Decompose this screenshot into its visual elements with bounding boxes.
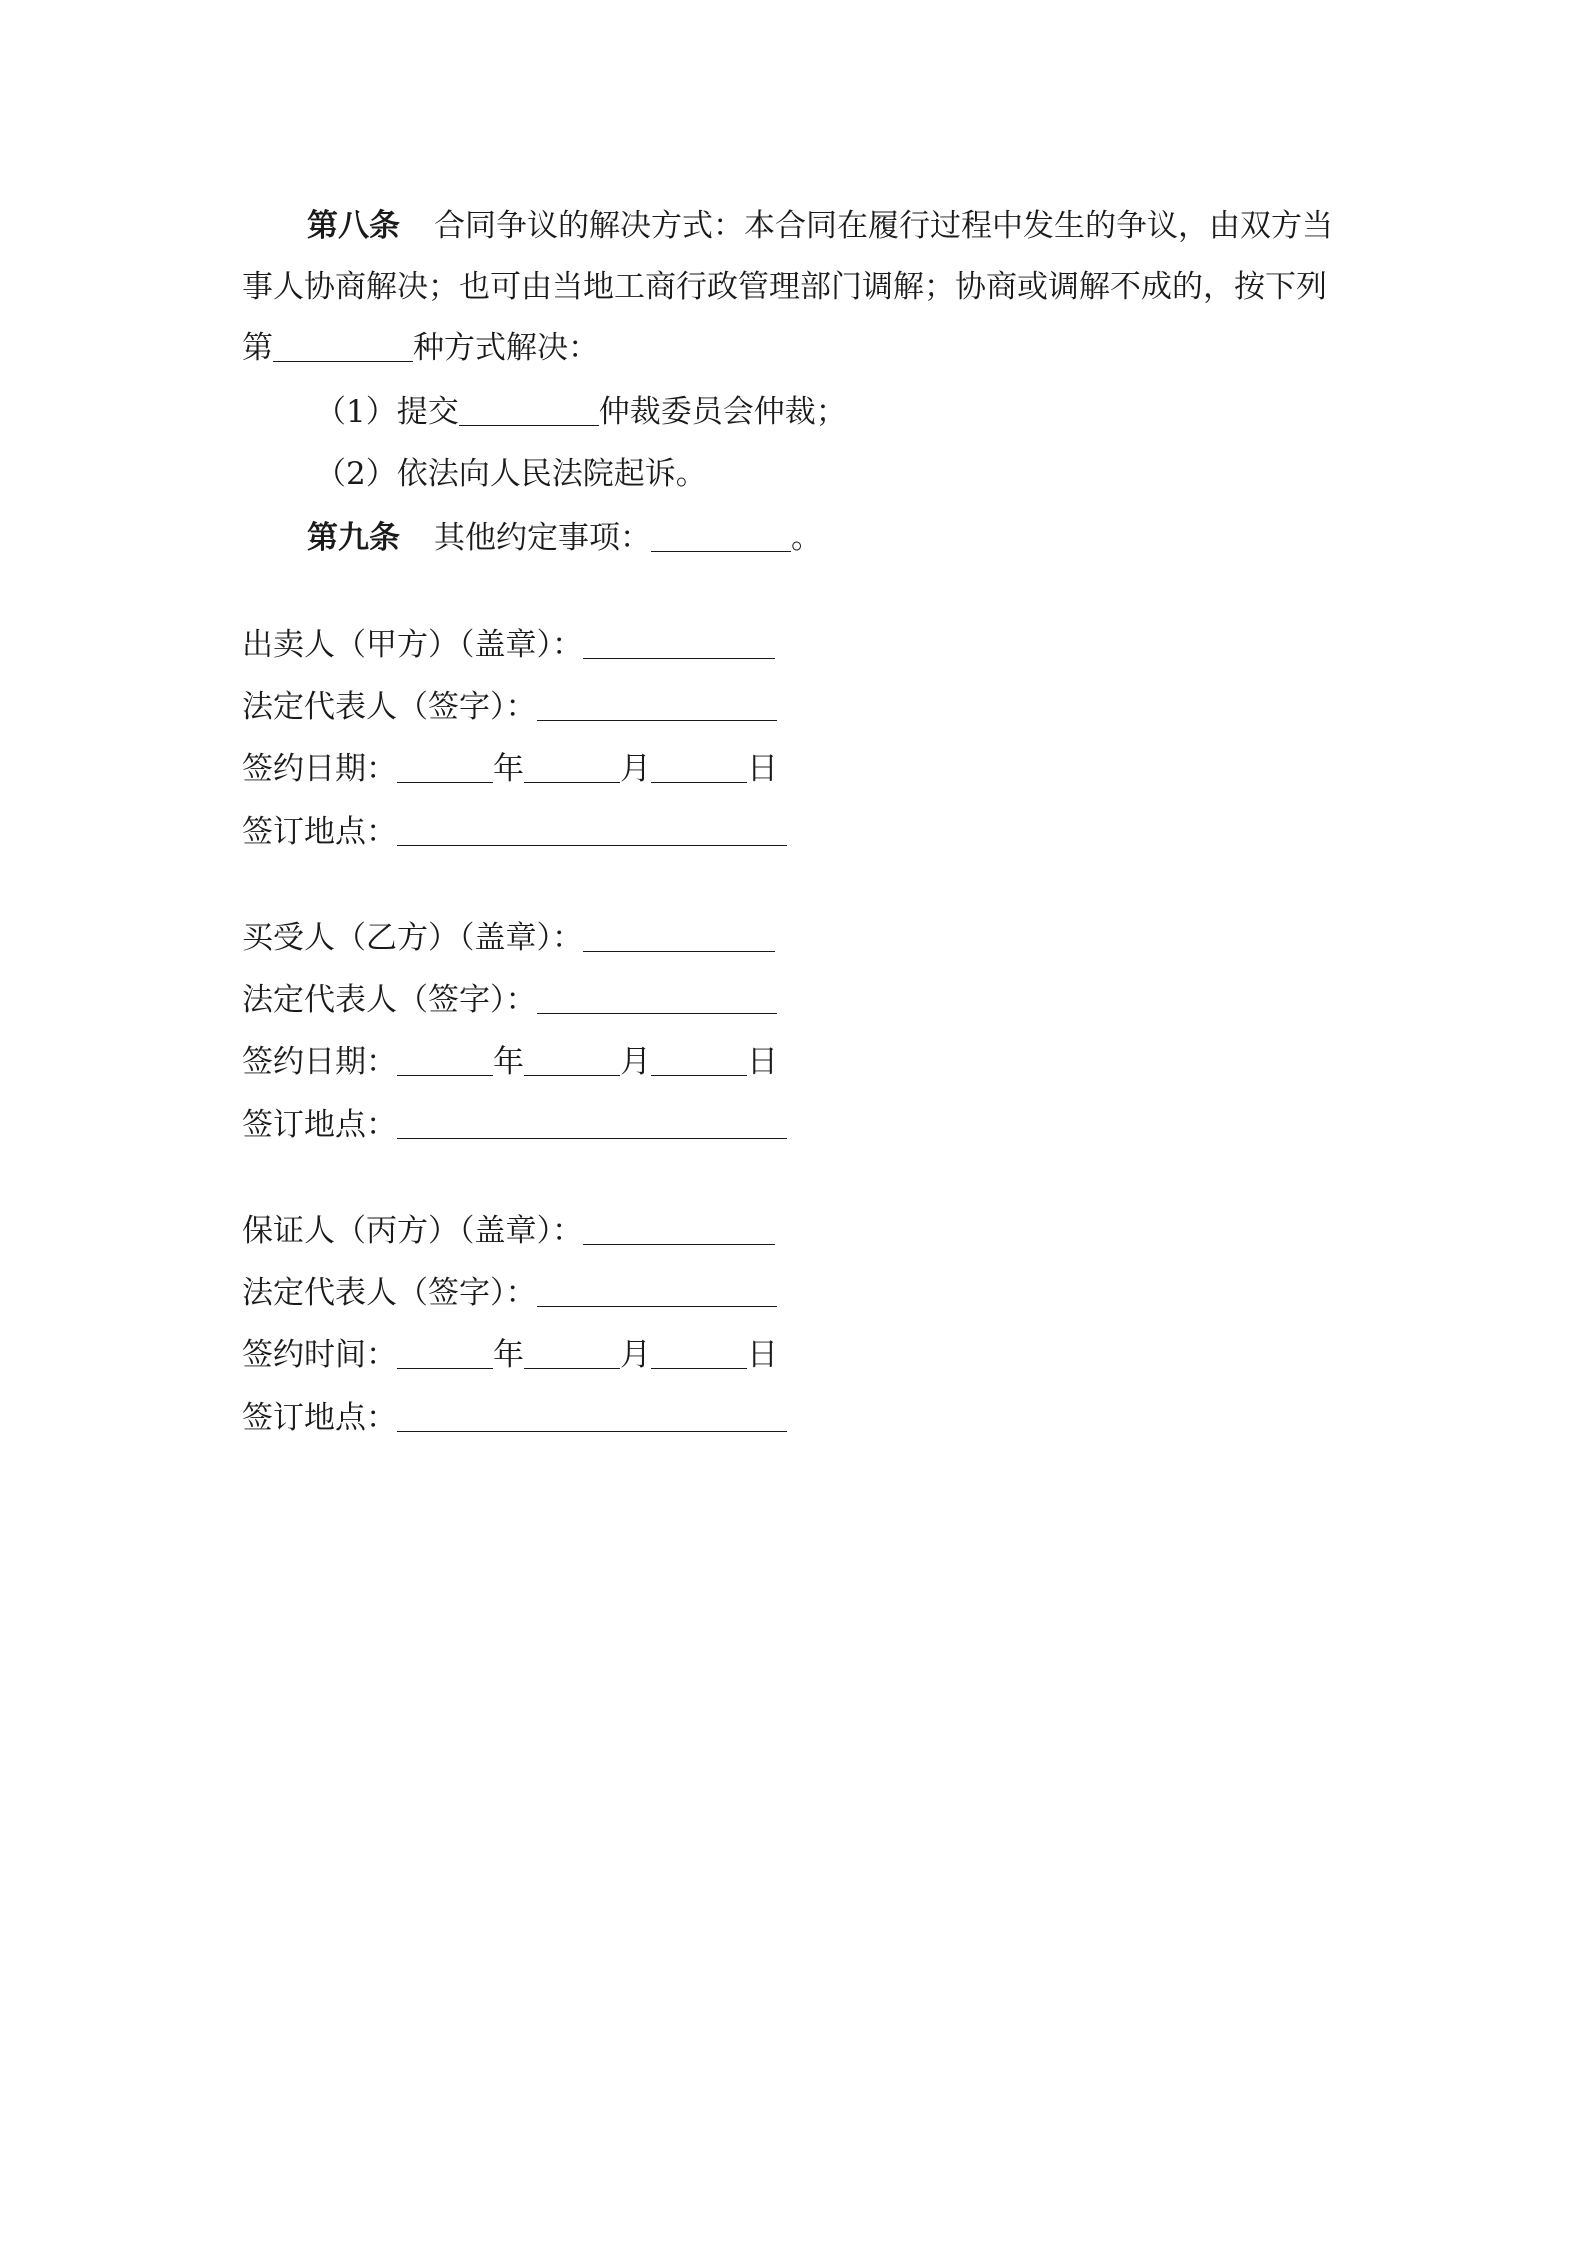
seller-seal-blank[interactable] [583, 628, 775, 659]
buyer-party-line [242, 916, 775, 960]
seller-party-label: 出卖人（甲方）（盖章）： [242, 627, 583, 663]
day-unit: 日 [747, 751, 778, 787]
month-unit: 月 [620, 1337, 651, 1373]
seller-year-blank[interactable] [397, 752, 493, 783]
seller-date-line [242, 747, 778, 791]
year-unit: 年 [493, 1044, 524, 1080]
guarantor-date-line [242, 1333, 778, 1377]
article8-text-1: 合同争议的解决方式：本合同在履行过程中发生的争议，由双方当 [434, 208, 1333, 244]
year-unit: 年 [493, 1337, 524, 1373]
buyer-rep-label: 法定代表人（签字）： [242, 982, 537, 1018]
article9-suffix: 。 [791, 520, 822, 556]
guarantor-date-label: 签约时间： [242, 1337, 397, 1373]
buyer-month-blank[interactable] [524, 1045, 620, 1076]
article9-heading: 第九条 [307, 520, 400, 556]
buyer-seal-blank[interactable] [583, 921, 775, 952]
buyer-date-line [242, 1040, 778, 1084]
option1-prefix: （1）提交 [315, 394, 459, 430]
arbitration-committee-blank[interactable] [459, 395, 599, 426]
buyer-day-blank[interactable] [651, 1045, 747, 1076]
guarantor-year-blank[interactable] [397, 1338, 493, 1369]
seller-place-blank[interactable] [397, 815, 787, 846]
guarantor-day-blank[interactable] [651, 1338, 747, 1369]
seller-rep-blank[interactable] [537, 690, 777, 721]
article8-line3-prefix: 第 [242, 330, 273, 366]
seller-day-blank[interactable] [651, 752, 747, 783]
article8-option2: （2）依法向人民法院起诉。 [315, 456, 707, 492]
buyer-party-label: 买受人（乙方）（盖章）： [242, 920, 583, 956]
option1-suffix: 仲裁委员会仲裁； [598, 394, 847, 430]
buyer-place-line [242, 1103, 787, 1147]
seller-place-label: 签订地点： [242, 814, 397, 850]
buyer-year-blank[interactable] [397, 1045, 493, 1076]
buyer-rep-blank[interactable] [537, 983, 777, 1014]
seller-date-label: 签约日期： [242, 751, 397, 787]
article9-line [307, 516, 822, 560]
guarantor-place-label: 签订地点： [242, 1400, 397, 1436]
guarantor-rep-label: 法定代表人（签字）： [242, 1275, 537, 1311]
article8-option1 [315, 390, 847, 434]
guarantor-party-label: 保证人（丙方）（盖章）： [242, 1213, 583, 1249]
month-unit: 月 [620, 1044, 651, 1080]
other-matters-blank[interactable] [651, 521, 791, 552]
guarantor-party-line [242, 1209, 775, 1253]
guarantor-place-line [242, 1396, 787, 1440]
article8-line1 [307, 204, 1333, 248]
buyer-place-label: 签订地点： [242, 1107, 397, 1143]
method-number-blank[interactable] [273, 331, 413, 362]
article8-heading: 第八条 [307, 208, 400, 244]
buyer-date-label: 签约日期： [242, 1044, 397, 1080]
article8-line3-suffix: 种方式解决： [413, 330, 599, 366]
day-unit: 日 [747, 1044, 778, 1080]
year-unit: 年 [493, 751, 524, 787]
guarantor-rep-blank[interactable] [537, 1276, 777, 1307]
seller-rep-line [242, 685, 777, 729]
article8-line3 [242, 326, 599, 370]
article9-text: 其他约定事项： [434, 520, 651, 556]
buyer-place-blank[interactable] [397, 1108, 787, 1139]
article8-line2: 事人协商解决；也可由当地工商行政管理部门调解；协商或调解不成的，按下列 [242, 269, 1327, 305]
guarantor-month-blank[interactable] [524, 1338, 620, 1369]
seller-place-line [242, 810, 787, 854]
month-unit: 月 [620, 751, 651, 787]
buyer-rep-line [242, 978, 777, 1022]
seller-rep-label: 法定代表人（签字）： [242, 689, 537, 725]
seller-party-line [242, 623, 775, 667]
day-unit: 日 [747, 1337, 778, 1373]
seller-month-blank[interactable] [524, 752, 620, 783]
guarantor-rep-line [242, 1271, 777, 1315]
guarantor-place-blank[interactable] [397, 1401, 787, 1432]
guarantor-seal-blank[interactable] [583, 1214, 775, 1245]
